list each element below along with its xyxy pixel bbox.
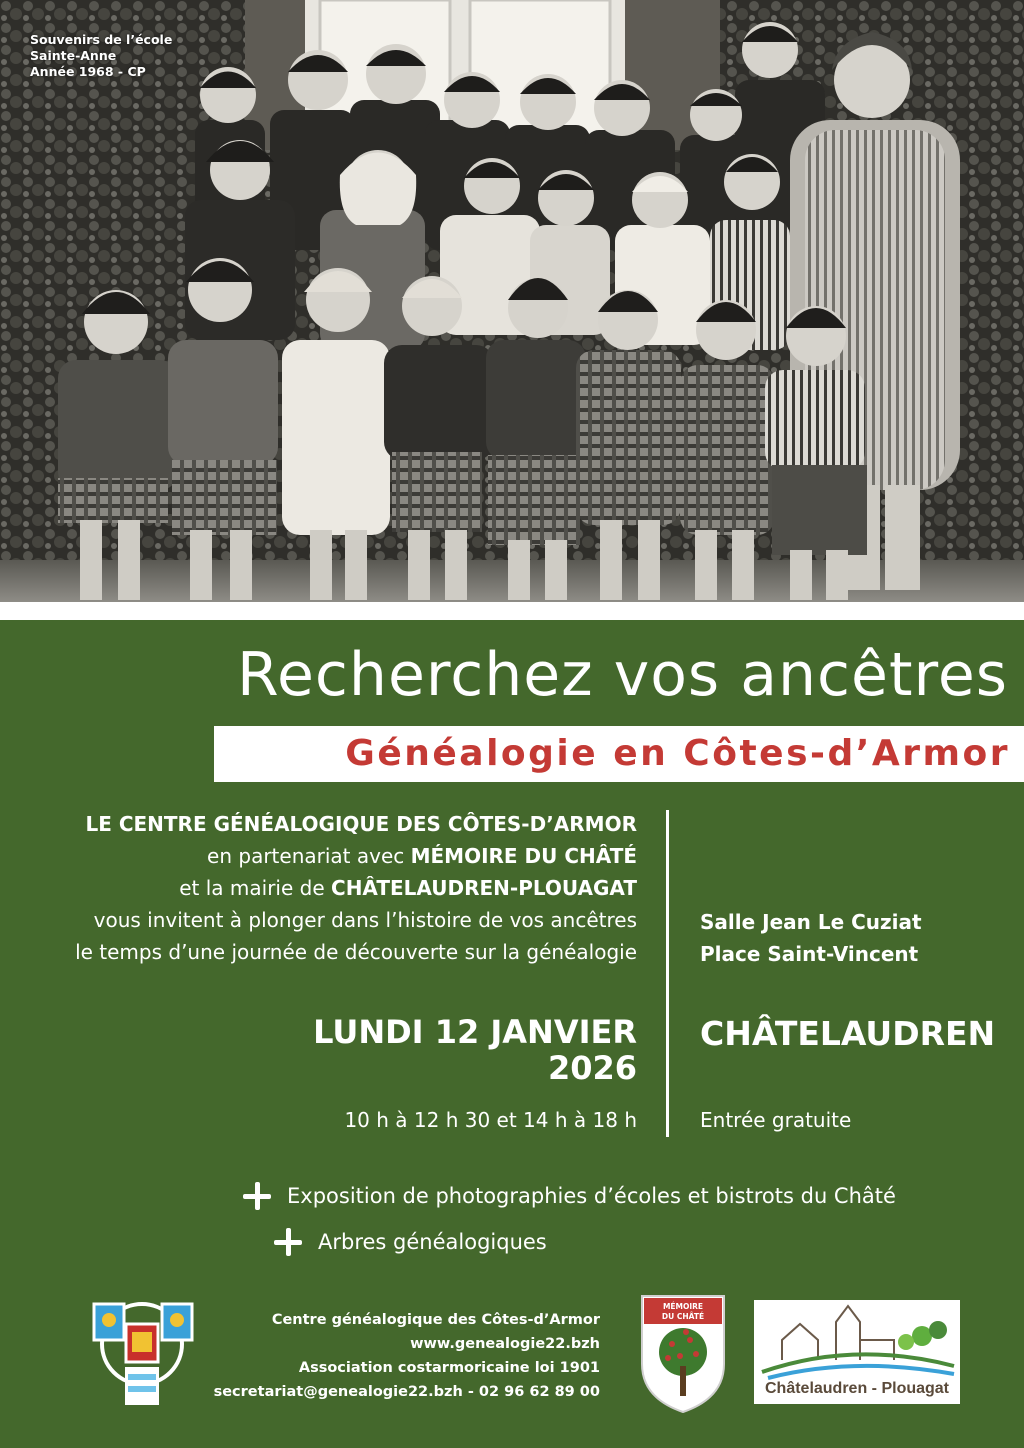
contact-website[interactable]: www.genealogie22.bzh	[410, 1336, 600, 1352]
activity-label: Arbres généalogiques	[318, 1230, 547, 1254]
organizer-name: LE CENTRE GÉNÉALOGIQUE DES CÔTES-D’ARMOR	[85, 812, 637, 836]
activity-item	[243, 1182, 896, 1210]
invite-line-1: vous invitent à plonger dans l’histoire de vos ancêtres	[93, 908, 637, 932]
page-title: Recherchez vos ancêtres	[237, 640, 1008, 710]
venue-address	[700, 906, 1010, 970]
entry-info: Entrée gratuite	[700, 1108, 852, 1132]
contact-org: Centre généalogique des Côtes-d’Armor	[271, 1312, 600, 1328]
memoire-logo-text: MÉMOIRE	[662, 1302, 704, 1311]
photo-caption	[30, 32, 172, 80]
mairie-name: CHÂTELAUDREN-PLOUAGAT	[331, 876, 637, 900]
partner-name: MÉMOIRE DU CHÂTÉ	[410, 844, 637, 868]
info-panel	[0, 620, 1024, 1448]
event-date-line-2: 2026	[547, 1049, 637, 1087]
caption-line-3: Année 1968 - CP	[30, 64, 146, 79]
plus-icon	[274, 1228, 302, 1256]
class-photo-drawing	[0, 0, 1024, 602]
event-date	[250, 1014, 637, 1086]
contact-association: Association costarmoricaine loi 1901	[298, 1360, 600, 1376]
event-hours: 10 h à 12 h 30 et 14 h à 18 h	[344, 1108, 637, 1132]
invite-line-2: le temps d’une journée de découverte sur la généalogie	[75, 940, 637, 964]
photo-separator	[0, 602, 1024, 620]
partner-text: en partenariat avec	[207, 844, 405, 868]
chatelaudren-plouagat-logo	[754, 1300, 960, 1404]
subtitle: Généalogie en Côtes-d’Armor	[345, 733, 1010, 774]
intro-text	[20, 808, 637, 968]
column-divider	[666, 810, 669, 1137]
contact-block	[200, 1308, 600, 1404]
subtitle-banner	[214, 726, 1024, 782]
venue-line-2: Place Saint-Vincent	[700, 942, 919, 966]
partner-line	[20, 840, 637, 872]
mairie-text: et la mairie de	[179, 876, 325, 900]
svg-text:DU CHÂTÉ: DU CHÂTÉ	[661, 1312, 705, 1321]
mairie-line	[20, 872, 637, 904]
commune-logo-text: Châtelaudren - Plouagat	[764, 1380, 950, 1397]
coat-of-arms-logo	[80, 1296, 198, 1408]
event-date-line-1: LUNDI 12 JANVIER	[313, 1013, 637, 1051]
event-city: CHÂTELAUDREN	[700, 1014, 996, 1053]
contact-email-phone[interactable]: secretariat@genealogie22.bzh - 02 96 62 89 00	[213, 1384, 600, 1400]
caption-line-2: Sainte-Anne	[30, 48, 117, 63]
class-photo	[0, 0, 1024, 602]
venue-line-1: Salle Jean Le Cuziat	[700, 910, 922, 934]
activity-item	[274, 1228, 547, 1256]
plus-icon	[243, 1182, 271, 1210]
caption-line-1: Souvenirs de l’école	[30, 32, 173, 47]
activity-label: Exposition de photographies d’écoles et bistrots du Châté	[287, 1184, 896, 1208]
memoire-du-chate-logo	[640, 1294, 726, 1414]
